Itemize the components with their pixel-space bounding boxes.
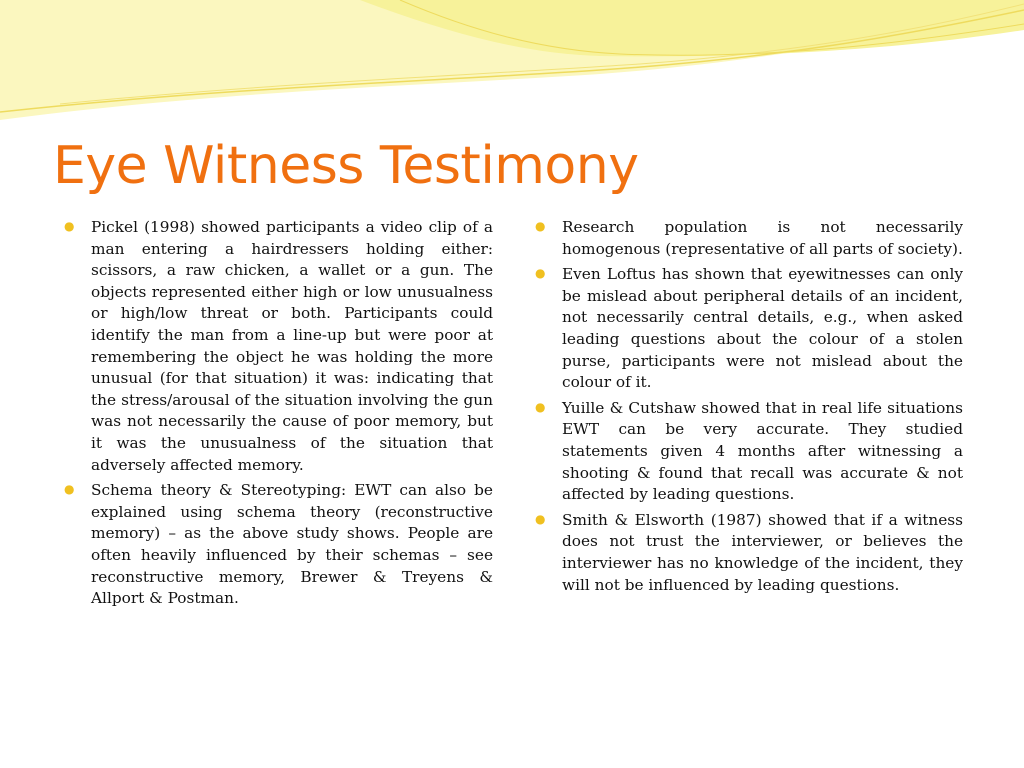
list-item [533, 510, 963, 596]
bullet-text: Pickel (1998) showed participants a video clip of a man entering a hairdressers holding either: scissors, a raw chicken, a wallet or a gun. The objects represented either high or low unusualness or high/low threat or both. Participants could identify the man from a line-up but were poor at remembering the object he was holding the more unusual (for that situation) it was: indicating that the stress/arousal of the situation involving the gun was not necessarily the cause of poor memory, but it was the unusualness of the situation that adversely affected memory. [91, 218, 493, 474]
bullet-icon: ● [535, 266, 546, 281]
bullet-icon: ● [535, 399, 546, 414]
list-item [62, 217, 493, 476]
bullet-text: Even Loftus has shown that eyewitnesses can only be mislead about peripheral details of an incident, not necessarily central details, e.g., when asked leading questions about the colour of a stolen purse, participants were not mislead about the colour of it. [562, 265, 963, 392]
bullet-text: Schema theory & Stereotyping: EWT can also be explained using schema theory (reconstructive memory) – as the above study shows. People are often heavily influenced by their schemas – see reconstructive memory, Brewer & Treyens & Allport & Postman. [91, 481, 493, 608]
list-item [533, 264, 963, 394]
bullet-icon: ● [64, 219, 75, 233]
list-item [62, 480, 493, 610]
left-bullet-list [62, 217, 493, 614]
bullet-icon: ● [64, 482, 75, 497]
decorative-wave-header [0, 0, 1024, 130]
bullet-text: Research population is not necessarily homogenous (representative of all parts of society). [562, 218, 963, 258]
right-bullet-list [533, 217, 963, 600]
bullet-icon: ● [535, 511, 546, 526]
slide-title: Eye Witness Testimony [53, 136, 639, 196]
bullet-text: Yuille & Cutshaw showed that in real life situations EWT can be very accurate. They studied statements given 4 months after witnessing a shooting & found that recall was accurate & not affected by leading questions. [562, 398, 963, 504]
list-item [533, 217, 963, 260]
bullet-icon: ● [535, 219, 546, 233]
bullet-text: Smith & Elsworth (1987) showed that if a witness does not trust the interviewer, or believes the interviewer has no knowledge of the incident, they will not be influenced by leading questions. [562, 510, 963, 594]
list-item [533, 398, 963, 506]
